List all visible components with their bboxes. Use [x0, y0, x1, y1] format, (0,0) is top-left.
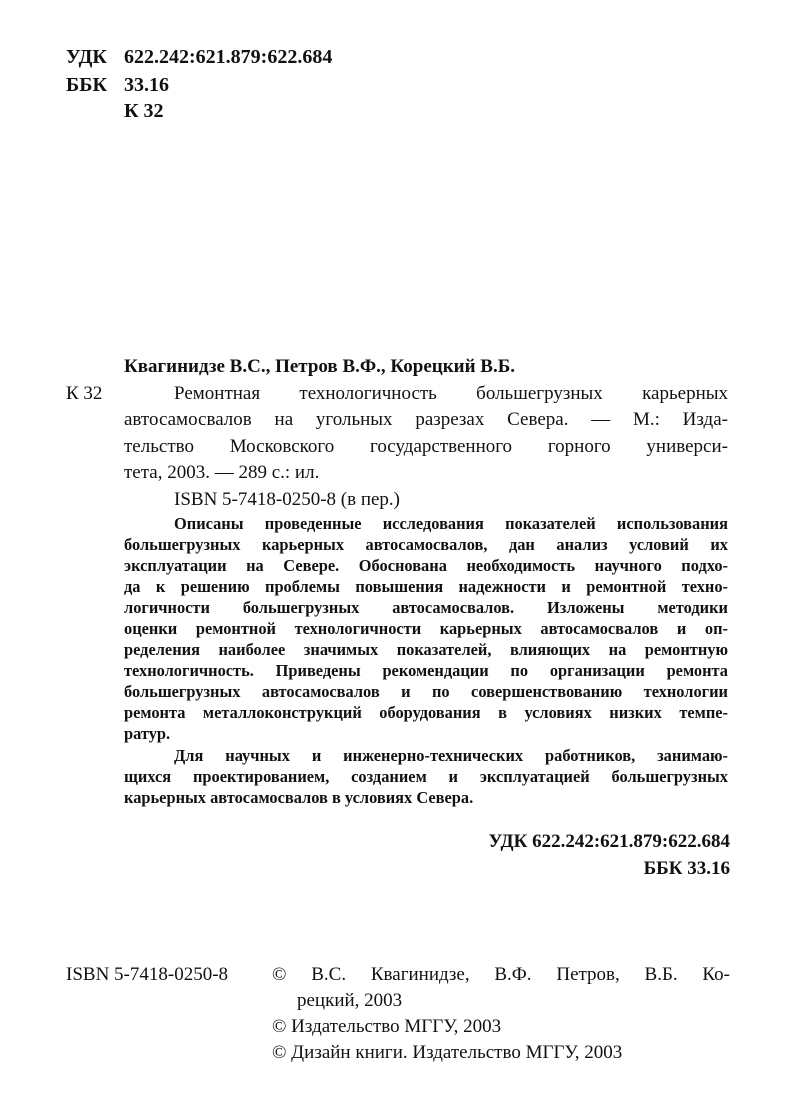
annotation-line-6: оценки ремонтной технологичности карьерных автосамосвалов и оп-: [124, 619, 728, 638]
udk-label-top: УДК: [66, 46, 107, 68]
udk-bottom: УДК 622.242:621.879:622.684: [488, 831, 730, 852]
audience-line-1: Для научных и инженерно-технических работников, занимаю-: [174, 746, 728, 765]
isbn-copyright: ISBN 5-7418-0250-8: [66, 964, 229, 985]
authors-line: Квагинидзе В.С., Петров В.Ф., Корецкий В.Б.: [124, 356, 516, 377]
annotation-line-3: эксплуатации на Севере. Обоснована необходимость научного подхо-: [124, 556, 728, 575]
title-line-2: автосамосвалов на угольных разрезах Севера. — М.: Изда-: [124, 409, 728, 430]
annotation-line-2: большегрузных карьерных автосамосвалов, дан анализ условий их: [124, 535, 728, 554]
annotation-line-10: ремонта металлоконструкций оборудования в условиях низких темпе-: [124, 703, 728, 722]
annotation-line-7: ределения наиболее значимых показателей, влияющих на ремонтную: [124, 640, 728, 659]
copyright-authors-line-2: рецкий, 2003: [297, 990, 403, 1011]
annotation-line-5: логичности большегрузных автосамосвалов. Изложены методики: [124, 598, 728, 617]
copyright-publisher: © Издательство МГГУ, 2003: [272, 1016, 502, 1037]
isbn-entry: ISBN 5-7418-0250-8 (в пер.): [174, 489, 400, 510]
bbk-bottom: ББК 33.16: [643, 858, 730, 879]
bbk-value-top: 33.16: [124, 74, 169, 96]
copyright-design: © Дизайн книги. Издательство МГГУ, 2003: [272, 1042, 623, 1063]
audience-line-2: щихся проектированием, созданием и эксплуатацией большегрузных: [124, 767, 728, 786]
copyright-authors-line-1: © В.С. Квагинидзе, В.Ф. Петров, В.Б. Ко-: [272, 964, 730, 985]
title-line-3: тельство Московского государственного горного универси-: [124, 436, 728, 457]
title-line-4: тета, 2003. — 289 с.: ил.: [124, 462, 320, 483]
annotation-line-1: Описаны проведенные исследования показателей использования: [174, 514, 728, 533]
author-mark: К 32: [66, 383, 103, 404]
bbk-label-top: ББК: [66, 74, 107, 96]
annotation-line-8: технологичность. Приведены рекомендации по организации ремонта: [124, 661, 728, 680]
title-line-1: Ремонтная технологичность большегрузных карьерных: [174, 383, 728, 404]
annotation-line-9: большегрузных автосамосвалов и по совершенствованию технологии: [124, 682, 728, 701]
annotation-line-4: да к решению проблемы повышения надежности и ремонтной техно-: [124, 577, 728, 596]
audience-line-3: карьерных автосамосвалов в условиях Севера.: [124, 788, 474, 807]
udk-value-top: 622.242:621.879:622.684: [124, 46, 333, 68]
annotation-line-11: ратур.: [124, 724, 171, 743]
author-mark-top: К 32: [124, 100, 164, 122]
